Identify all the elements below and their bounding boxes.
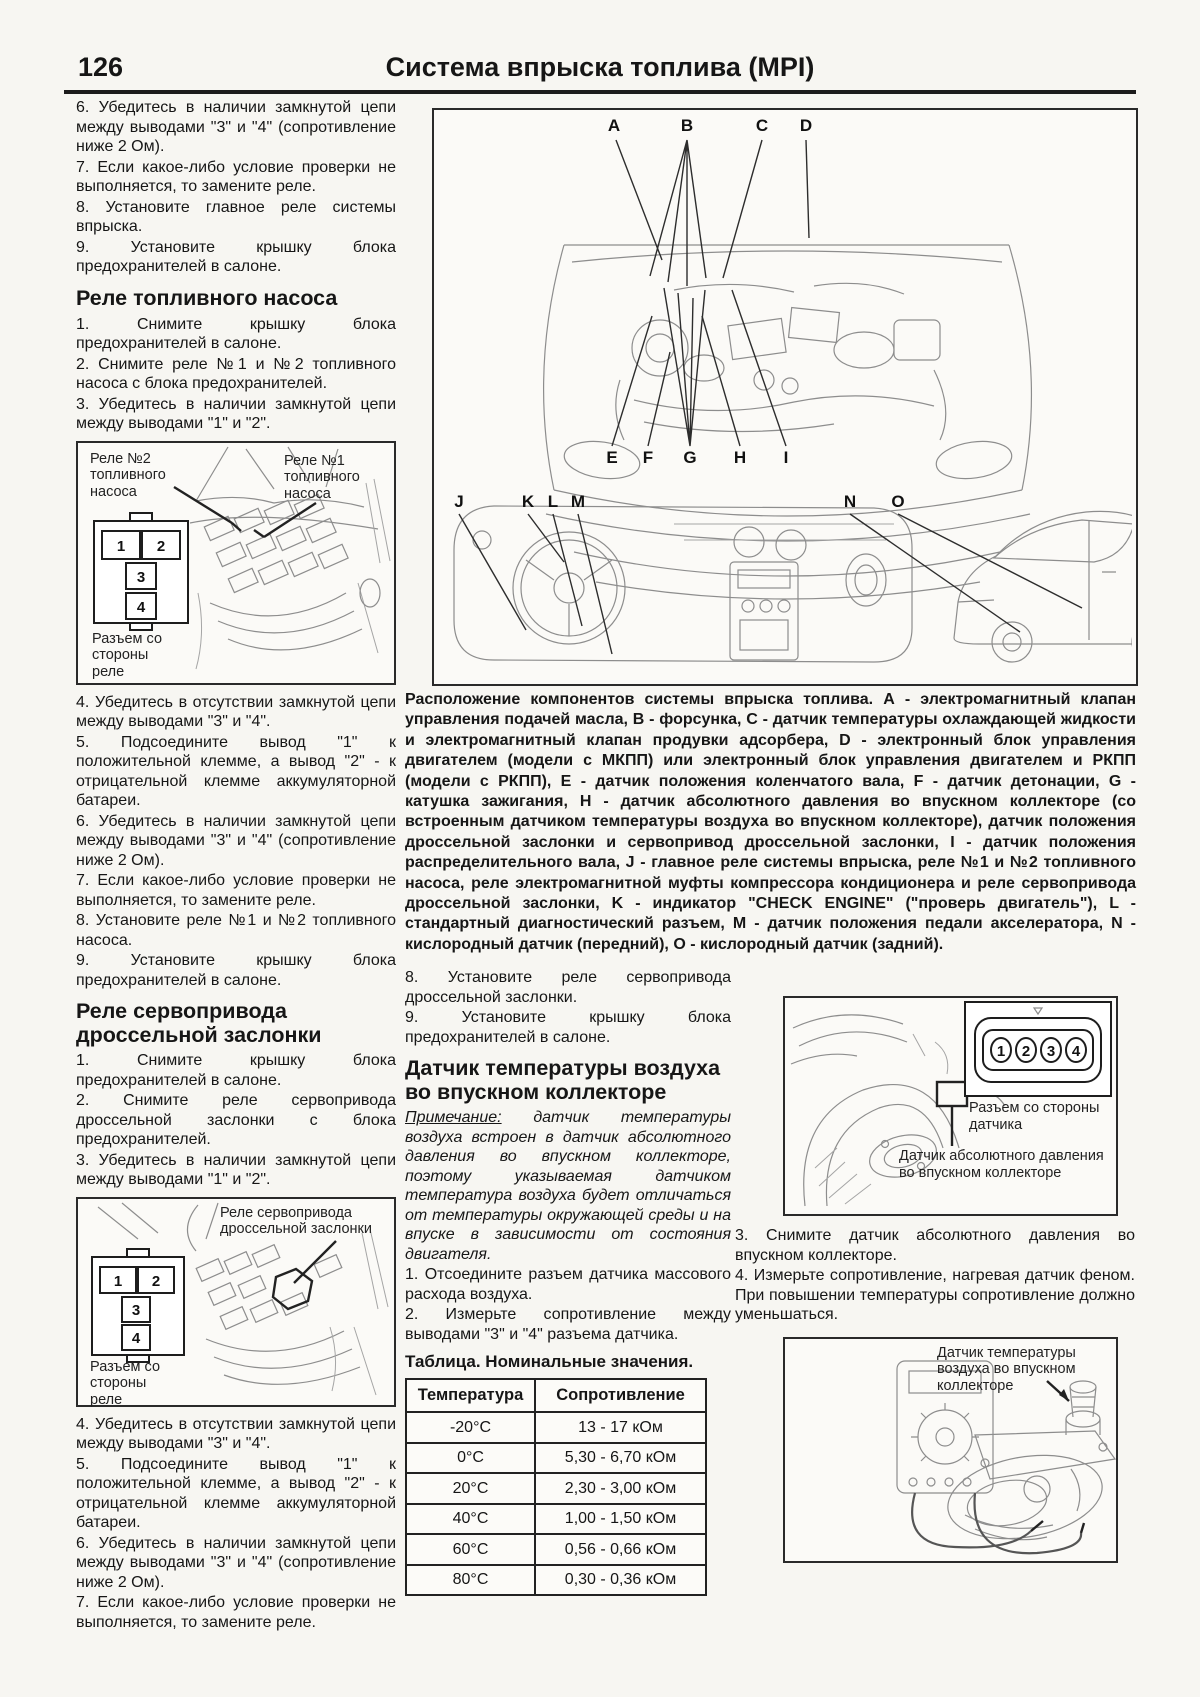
figure-map-sensor: [783, 996, 1118, 1216]
section-heading-fuel-pump-relay: Реле топливного насоса: [76, 285, 338, 310]
connector-side-label: Разъем со стороны датчика: [969, 1100, 1100, 1133]
map-sensor-label: Датчик абсолютного давления во впускном коллекторе: [899, 1148, 1104, 1181]
table-row: [406, 1565, 706, 1596]
instruction-step: 4. Измерьте сопротивление, нагревая датчик феном. При повышении температуры сопротивление должно уменьшаться.: [735, 1267, 1135, 1323]
instruction-step: 2. Снимите реле №1 и №2 топливного насоса с блока предохранителей.: [76, 355, 396, 392]
servo-relay-label: Реле сервопривода дроссельной заслонки: [220, 1204, 372, 1237]
pin-label: 4: [131, 1329, 141, 1347]
instruction-step: 4. Убедитесь в отсутствии замкнутой цепи между выводами "3" и "4".: [76, 693, 396, 730]
pin-label: 1: [113, 1272, 123, 1290]
air-temp-sensor-label: Датчик температуры воздуха во впускном коллекторе: [937, 1344, 1076, 1394]
callout-letter: I: [783, 448, 789, 467]
instruction-step: 1. Снимите крышку блока предохранителей в салоне.: [76, 315, 396, 352]
instruction-step: 3. Убедитесь в наличии замкнутой цепи между выводами "1" и "2".: [76, 395, 396, 432]
instruction-step: 2. Снимите реле сервопривода дроссельной заслонки с блока предохранителей.: [76, 1092, 396, 1148]
pin-label: 2: [1021, 1043, 1031, 1060]
temperature-cell: 20°C: [406, 1473, 535, 1504]
section-heading-throttle-servo-relay: Реле сервопривода дроссельной заслонки: [76, 999, 322, 1047]
instruction-step: 7. Если какое-либо условие проверки не выполняется, то замените реле.: [76, 872, 396, 909]
instruction-step: 9. Установите крышку блока предохранителей в салоне.: [405, 1009, 731, 1046]
instruction-step: 6. Убедитесь в наличии замкнутой цепи между выводами "3" и "4" (сопротивление ниже 2 Ом).: [76, 1534, 396, 1591]
pin-label: 3: [131, 1301, 141, 1319]
table-row: [406, 1473, 706, 1504]
resistance-cell: 5,30 - 6,70 кОм: [535, 1443, 706, 1474]
callout-letter: L: [547, 492, 559, 511]
figure-throttle-servo-relay: [76, 1197, 396, 1407]
connector-side-label: Разъем со стороны реле: [90, 1358, 161, 1408]
right-column: [735, 968, 1135, 1563]
instruction-step: 7. Если какое-либо условие проверки не выполняется, то замените реле.: [76, 1594, 396, 1631]
pin-label: 4: [136, 598, 146, 616]
figure-component-locations: [432, 108, 1138, 686]
instruction-step: 4. Убедитесь в отсутствии замкнутой цепи между выводами "3" и "4".: [76, 1415, 396, 1452]
note-label: Примечание:: [405, 1109, 502, 1126]
resistance-cell: 2,30 - 3,00 кОм: [535, 1473, 706, 1504]
engine-bay-sketch: [434, 110, 1132, 680]
instruction-step: 6. Убедитесь в наличии замкнутой цепи между выводами "3" и "4" (сопротивление ниже 2 Ом).: [76, 812, 396, 869]
table-row: [406, 1443, 706, 1474]
callout-letter: C: [755, 116, 769, 135]
instruction-step: 8. Установите главное реле системы впрыска.: [76, 198, 396, 235]
callout-letter: B: [680, 116, 694, 135]
connector-side-label: Разъем со стороны реле: [92, 630, 163, 680]
instruction-step: 9. Установите крышку блока предохранителей в салоне.: [76, 952, 396, 989]
note-text: датчик температуры воздуха встроен в датчик абсолютного давления во впускном коллекторе, поэтому указываемая датчиком температура воздуха будет отличаться от температуры окружающей среды и на впуске в зависимости от состояния двигателя.: [405, 1109, 731, 1263]
pin-label: 4: [1071, 1043, 1081, 1060]
page-number: 126: [78, 52, 124, 82]
pin-label: 3: [1046, 1043, 1056, 1060]
instruction-step: 7. Если какое-либо условие проверки не выполняется, то замените реле.: [76, 158, 396, 195]
table-row: [406, 1534, 706, 1565]
callout-letter: D: [799, 116, 813, 135]
instruction-step: 8. Установите реле №1 и №2 топливного насоса.: [76, 912, 396, 949]
table-title: Таблица. Номинальные значения.: [405, 1352, 694, 1371]
relay2-label: Реле №2 топливного насоса: [90, 450, 166, 500]
page-header: [64, 50, 1136, 94]
pin-label: 1: [996, 1043, 1006, 1060]
callout-letter: F: [642, 448, 654, 467]
nominal-values-table: [405, 1378, 707, 1597]
callout-letter: O: [891, 492, 905, 511]
callout-letter: A: [607, 116, 621, 135]
instruction-step: 6. Убедитесь в наличии замкнутой цепи между выводами "3" и "4" (сопротивление ниже 2 Ом).: [76, 99, 396, 155]
pin-label: 2: [151, 1272, 161, 1290]
middle-column: [405, 968, 731, 1596]
instruction-step: 3. Убедитесь в наличии замкнутой цепи между выводами "1" и "2".: [76, 1151, 396, 1188]
temperature-cell: -20°C: [406, 1412, 535, 1443]
table-row: [406, 1504, 706, 1535]
figure-caption: Расположение компонентов системы впрыска топлива. А - электромагнитный клапан управления подачей масла, В - форсунка, С - датчик температуры охлаждающей жидкости и электромагнитный клапан продувки адсорбера, D - электронный блок управления двигателем (модели с МКПП) или электронный блок управления двигателем и РКПП (модели с РКПП), Е - датчик положения коленчатого вала, F - датчик детонации, G - катушка зажигания, Н - датчик абсолютного давления во впускном коллекторе (со встроенным датчиком температуры воздуха во впускном коллекторе), датчик положения дроссельной заслонки и сервопривод дроссельной заслонки, I - датчик положения распределительного вала, J - главное реле системы впрыска, реле №1 и №2 топливного насоса, реле электромагнитной муфты компрессора кондиционера и реле сервопривода дроссельной заслонки, K - индикатор "CHECK ENGINE" ("проверь двигатель"), L - стандартный диагностический разъем, M - датчик положения педали акселератора, N - кислородный датчик (передний), O - кислородный датчик (задний).: [405, 691, 1136, 953]
section-heading-air-temp-sensor: Датчик температуры воздуха во впускном коллекторе: [405, 1056, 721, 1104]
figure-fuel-pump-relays: [76, 441, 396, 685]
callout-letter: G: [683, 448, 697, 467]
table-header-resistance: Сопротивление: [535, 1379, 706, 1413]
instruction-step: 1. Отсоедините разъем датчика массового расхода воздуха.: [405, 1266, 731, 1303]
pin-label: 2: [156, 537, 166, 555]
table-header-temperature: Температура: [406, 1379, 535, 1413]
figure-resistance-measurement: [783, 1337, 1118, 1563]
callout-letter: N: [843, 492, 857, 511]
instruction-step: 5. Подсоедините вывод "1" к положительной клемме, а вывод "2" - к отрицательной клемме аккумуляторной батареи.: [76, 733, 396, 809]
instruction-step: 5. Подсоедините вывод "1" к положительной клемме, а вывод "2" - к отрицательной клемме аккумуляторной батареи.: [76, 1455, 396, 1531]
table-row: [406, 1412, 706, 1443]
instruction-step: 1. Снимите крышку блока предохранителей в салоне.: [76, 1052, 396, 1089]
resistance-cell: 0,30 - 0,36 кОм: [535, 1565, 706, 1596]
callout-letter: E: [606, 448, 618, 467]
temperature-cell: 80°C: [406, 1565, 535, 1596]
temperature-cell: 0°C: [406, 1443, 535, 1474]
callout-letter: J: [454, 492, 464, 511]
callout-letter: M: [570, 492, 586, 511]
instruction-step: 2. Измерьте сопротивление между выводами "3" и "4" разъема датчика.: [405, 1306, 731, 1343]
temperature-cell: 40°C: [406, 1504, 535, 1535]
instruction-step: 8. Установите реле сервопривода дроссельной заслонки.: [405, 969, 731, 1006]
note-paragraph: [405, 1108, 731, 1264]
left-column: [76, 98, 396, 1633]
pin-label: 1: [116, 537, 126, 555]
instruction-step: 9. Установите крышку блока предохранителей в салоне.: [76, 238, 396, 275]
resistance-cell: 13 - 17 кОм: [535, 1412, 706, 1443]
pin-label: 3: [136, 568, 146, 586]
instruction-step: 3. Снимите датчик абсолютного давления во впускном коллекторе.: [735, 1227, 1135, 1264]
resistance-cell: 1,00 - 1,50 кОм: [535, 1504, 706, 1535]
page-title: Система впрыска топлива (MPI): [385, 52, 815, 82]
relay1-label: Реле №1 топливного насоса: [284, 452, 360, 502]
callout-letter: K: [521, 492, 535, 511]
temperature-cell: 60°C: [406, 1534, 535, 1565]
callout-letter: H: [733, 448, 747, 467]
resistance-cell: 0,56 - 0,66 кОм: [535, 1534, 706, 1565]
